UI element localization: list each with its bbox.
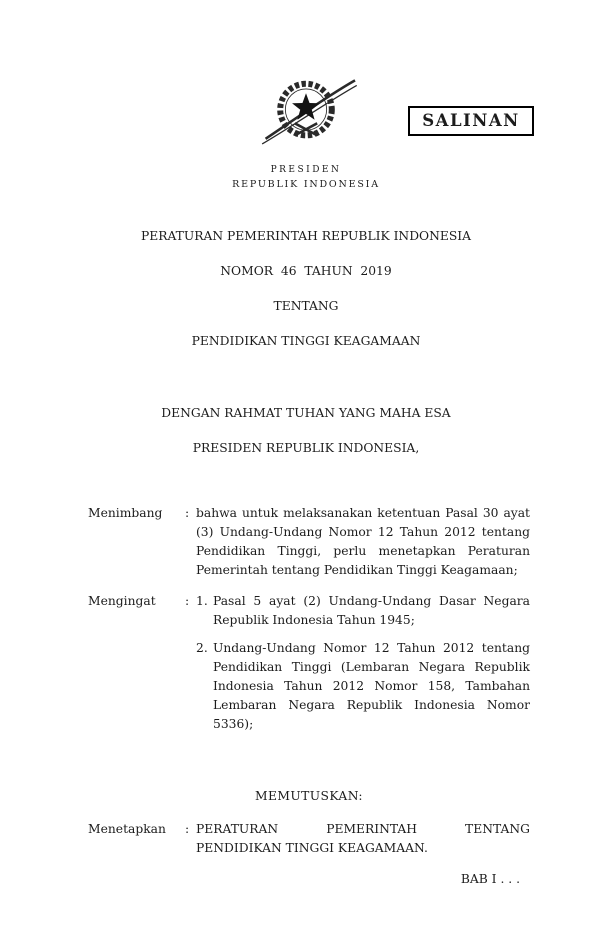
salinan-label: SALINAN [422, 111, 520, 131]
star-icon [292, 93, 320, 119]
menetapkan-label: Menetapkan [88, 821, 166, 836]
letterhead-line2: REPUBLIK INDONESIA [232, 178, 380, 190]
invocation-line: DENGAN RAHMAT TUHAN YANG MAHA ESA [161, 405, 451, 420]
letterhead [0, 164, 612, 193]
page-continuation-marker: BAB I . . . [460, 872, 520, 886]
menimbang-text: bahwa untuk melaksanakan ketentuan Pasal 30 ayat (3) Undang-Undang Nomor 12 Tahun 2012 tentang Pendidikan Tinggi, perlu menetapkan Peraturan Pemerintah tentang Pendidikan Tinggi Keagamaan; [196, 505, 530, 578]
mengingat-row [88, 592, 530, 734]
mengingat-item-2 [196, 639, 530, 734]
authority-line: PRESIDEN REPUBLIK INDONESIA, [192, 440, 420, 455]
item-text: Pasal 5 ayat (2) Undang-Undang Dasar Negara Republik Indonesia Tahun 1945; [213, 594, 530, 628]
salinan-stamp [408, 106, 534, 136]
regulation-title: PERATURAN PEMERINTAH REPUBLIK INDONESIA [140, 228, 472, 243]
document-heading [0, 227, 612, 458]
regulation-subject: PENDIDIKAN TINGGI KEAGAMAAN [191, 333, 421, 348]
presidential-seal-icon [250, 70, 362, 156]
item-number: 1. [196, 594, 208, 609]
letterhead-line1: PRESIDEN [270, 165, 342, 176]
letterhead-emblem [0, 0, 612, 193]
menetapkan-separator: : [185, 821, 190, 836]
menetapkan-text: PERATURAN PEMERINTAH TENTANG PENDIDIKAN TINGGI KEAGAMAAN. [196, 821, 530, 855]
menetapkan-row [88, 820, 530, 858]
mengingat-separator: : [185, 594, 190, 609]
item-text: Undang-Undang Nomor 12 Tahun 2012 tentang Pendidikan Tinggi (Lembaran Negara Republik Indonesia Tahun 2012 Nomor 158, Tambahan Lembaran Negara Republik Indonesia Nomor 5336); [213, 641, 530, 732]
mengingat-item-1 [196, 592, 530, 630]
menimbang-row [88, 504, 530, 580]
document-body [88, 504, 530, 858]
item-number: 2. [196, 641, 208, 656]
tentang-label: TENTANG [273, 298, 339, 313]
menimbang-label: Menimbang [88, 505, 163, 520]
mengingat-items [196, 592, 530, 734]
regulation-number: NOMOR 46 TAHUN 2019 [220, 263, 392, 278]
mengingat-label: Mengingat [88, 594, 156, 609]
memutuskan-line: MEMUTUSKAN: [255, 788, 363, 803]
menimbang-separator: : [185, 505, 190, 520]
